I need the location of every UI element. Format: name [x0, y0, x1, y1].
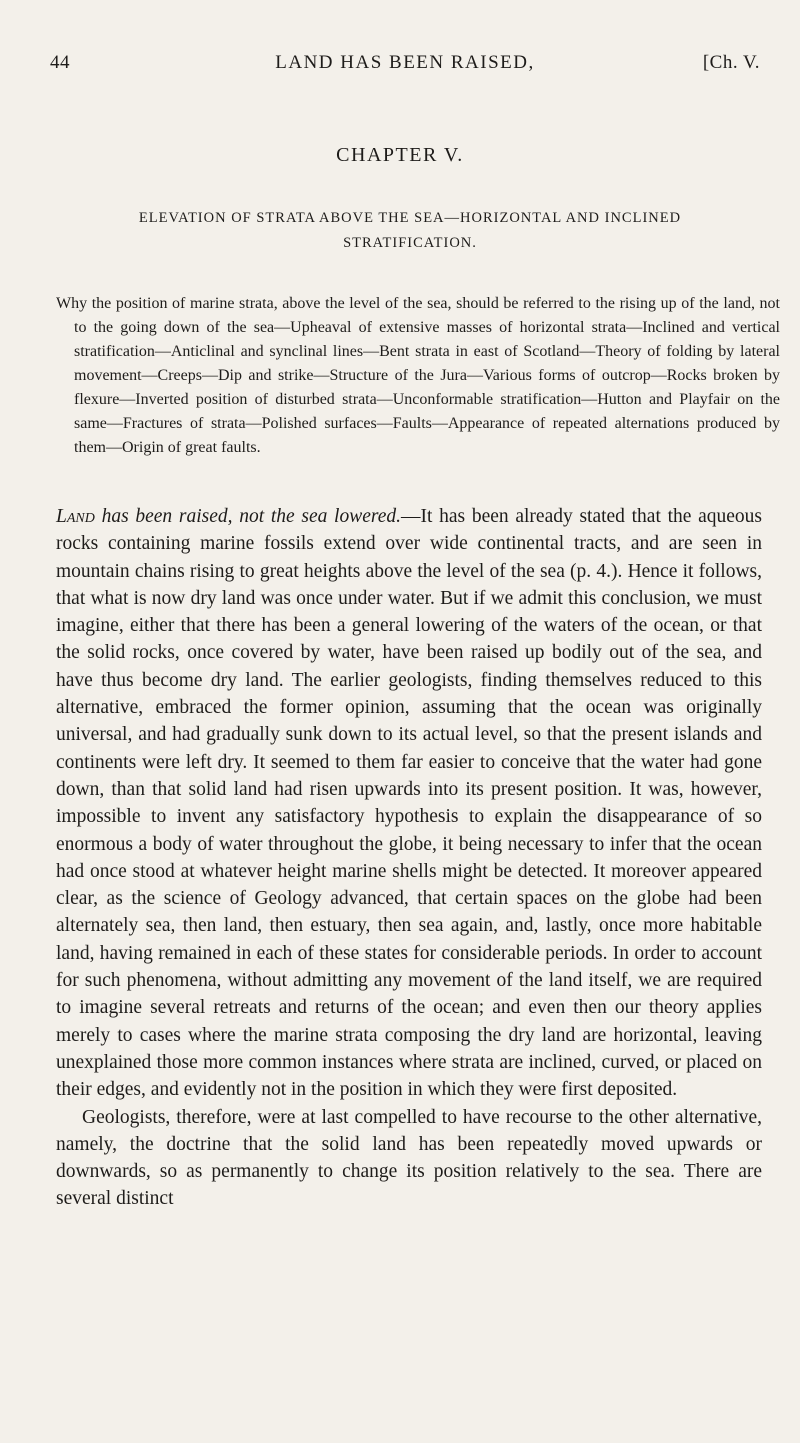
- paragraph-lead: [56, 506, 401, 527]
- paragraph-1: [56, 503, 762, 1104]
- body-text: [56, 503, 762, 1213]
- lead-italic: has been raised, not the sea lowered.: [94, 506, 402, 527]
- paragraph-2: Geologists, therefore, were at last compelled to have recourse to the other alternative, namely, the doctrine that the solid land has been repeatedly moved upwards or downwards, so as permanently to change its position relatively to the sea. There are several distinct: [56, 1106, 762, 1210]
- chapter-title: CHAPTER V.: [336, 144, 464, 166]
- chapter-synopsis: Why the position of marine strata, above the level of the sea, should be referred to the rising up of the land, not to the going down of the sea—Upheaval of extensive masses of horizontal strata—Inclined and vertical stratification—Anticlinal and synclinal lines—Bent strata in east of Scotland—Theory of folding by lateral movement—Creeps—Dip and strike—Structure of the Jura—Various forms of outcrop—Rocks broken by flexure—Inverted position of disturbed strata—Unconformable stratification—Hutton and Playfair on the same—Fractures of strata—Polished surfaces—Faults—Appearance of repeated alternations produced by them—Origin of great faults.: [56, 295, 780, 456]
- chapter-subtitle: ELEVATION OF STRATA ABOVE THE SEA—HORIZONTAL AND INCLINED STRATIFICATION.: [138, 210, 682, 251]
- page-number: 44: [50, 52, 70, 73]
- lead-smallcaps: Land: [56, 506, 95, 527]
- paragraph-1-text: —It has been already stated that the aqueous rocks containing marine fossils extend over wide continental tracts, and are seen in mountain chains rising to great heights above the level of the sea (p. 4.). Hence it follows, that what is now dry land was once under water. But if we admit this conclusion, we must imagine, either that there has been a general lowering of the waters of the ocean, or that the solid rocks, once covered by water, have been raised up bodily out of the sea, and have thus become dry land. The earlier geologists, finding themselves reduced to this alternative, embraced the former opinion, assuming that the ocean was originally universal, and had gradually sunk down to its actual level, so that the present islands and continents were left dry. It seemed to them far easier to conceive that the water had gone down, than that solid land had risen upwards into its present position. It was, however, impossible to invent any satisfactory hypothesis to explain the disappearance of so enormous a body of water throughout the globe, it being necessary to infer that the ocean had once stood at whatever height marine shells might be detected. It moreover appeared clear, as the science of Geology advanced, that certain spaces on the globe had been alternately sea, then land, then estuary, then sea again, and, lastly, once more habitable land, having remained in each of these states for considerable periods. In order to account for such phenomena, without admitting any movement of the land itself, we are required to imagine several retreats and returns of the ocean; and even then our theory applies merely to cases where the marine strata composing the dry land are horizontal, leaving unexplained those more common instances where strata are inclined, curved, or placed on their edges, and evidently not in the position in which they were first deposited.: [56, 506, 762, 1101]
- running-head: [50, 52, 760, 76]
- running-title: LAND HAS BEEN RAISED,: [275, 52, 535, 73]
- chapter-reference: [Ch. V.: [702, 52, 760, 73]
